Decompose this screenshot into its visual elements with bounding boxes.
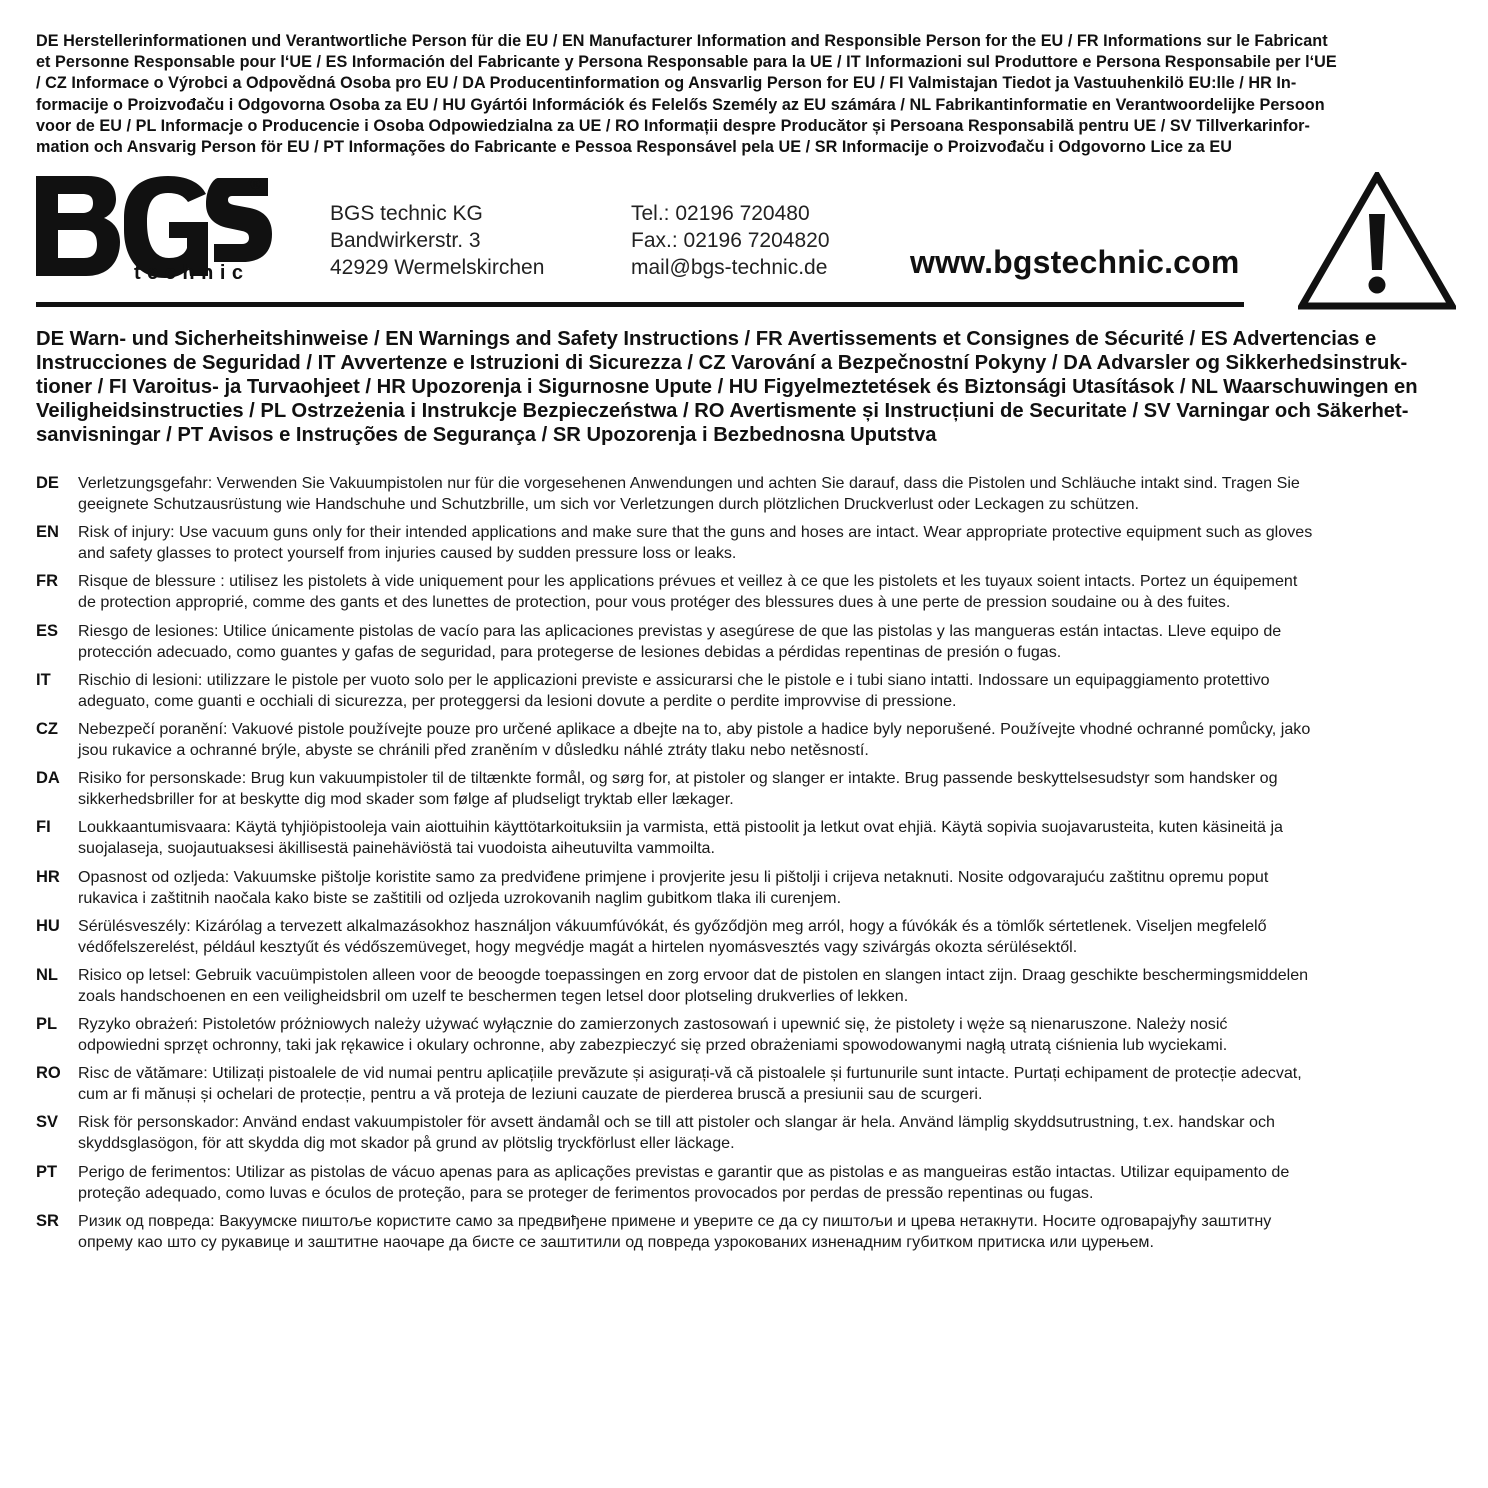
instruction-item — [36, 670, 1456, 719]
language-code: NL — [36, 965, 58, 984]
instruction-item — [36, 965, 1456, 1014]
manufacturer-info-heading: DE Herstellerinformationen und Verantwortliche Person für die EU / EN Manufacturer Information and Responsible Person for the EU / FR Informations sur le Fabricant et Personne Responsable pour l‘UE / ES Información del Fabricante y Persona Responsable para la UE / IT Informazioni sul Produttore e Persona Responsabile per l‘UE / CZ Informace o Výrobci a Odpovědná Osoba pro EU / DA Producentinformation og Ansvarlig Person for EU / FI Valmistajan Tiedot ja Vastuuhenkilö EU:lle / HR In- formacije o Proizvođaču i Odgovorna Osoba za EU / HU Gyártói Információk és Felelős Személy az EU számára / NL Fabrikantinformatie en Verantwoordelijke Persoon voor de EU / PL Informacje o Producencie i Osoba Odpowiedzialna za UE / RO Informații despre Producător și Persoana Responsabilă pentru UE / SV Tillverkarinfor- mation och Ansvarig Person för EU / PT Informações do Fabricante e Pessoa Responsável pela UE / SR Informacije o Proizvođaču i Odgovorno Lice za EU — [36, 32, 1337, 157]
instruction-text: Verletzungsgefahr: Verwenden Sie Vakuumpistolen nur für die vorgesehenen Anwendungen und achten Sie darauf, dass die Pistolen und Schläuche intakt sind. Tragen Sie geeignete Schutzausrüstung wie Handschuhe und Schutzbrille, um sich vor Verletzungen durch plötzlichen Druckverlust oder Leckagen zu schützen. — [78, 474, 1300, 513]
warning-triangle-icon — [1298, 172, 1456, 310]
instruction-item — [36, 1112, 1456, 1161]
company-street: Bandwirkerstr. 3 — [330, 229, 481, 252]
language-code: HR — [36, 867, 60, 886]
instruction-item — [36, 719, 1456, 768]
header-divider — [36, 302, 1244, 307]
safety-instructions-heading: DE Warn- und Sicherheitshinweise / EN Warnings and Safety Instructions / FR Avertissements et Consignes de Sécurité / ES Advertencias e Instrucciones de Seguridad / IT Avvertenze e Istruzioni di Sicurezza / CZ Varování a Bezpečnostní Pokyny / DA Advarsler og Sikkerhedsinstruk- tioner / FI Varoitus- ja Turvaohjeet / HR Upozorenja i Sigurnosne Upute / HU Figyelmeztetések és Biztonsági Utasítások / NL Waarschuwingen en Veiligheidsinstructies / PL Ostrzeżenia i Instrukcje Bezpieczeństwa / RO Avertismente și Instrucțiuni de Securitate / SV Varningar och Säkerhet- sanvisningar / PT Avisos e Instruções de Segurança / SR Upozorenja i Bezbednosna Uputstva — [36, 328, 1418, 446]
contact-phone: Tel.: 02196 720480 — [631, 202, 810, 225]
company-name: BGS technic KG — [330, 202, 483, 225]
instruction-item — [36, 916, 1456, 965]
instruction-text: Risque de blessure : utilisez les pistolets à vide uniquement pour les applications prévues et veillez à ce que les pistolets et les tuyaux soient intacts. Portez un équipement de protection approprié, comme des gants et des lunettes de protection, pour vous protéger des blessures dues à une perte de pression soudaine ou à des fuites. — [78, 572, 1298, 612]
instruction-text: Risico op letsel: Gebruik vacuümpistolen alleen voor de beoogde toepassingen en zorg ervoor dat de pistolen en slangen intact zijn. Draag geschikte beschermingsmiddelen zoals handschoenen en een veiligheidsbril om uzelf te beschermen tegen letsel door plotseling drukverlies of lekken. — [78, 965, 1309, 1005]
instruction-text: Loukkaantumisvaara: Käytä tyhjiöpistooleja vain aiottuihin käyttötarkoituksiin ja varmista, että pistoolit ja letkut ovat ehjiä. Käytä sopivia suojavarusteita, kuten käsineitä ja suojalaseja, suojautuaksesi äkillisestä painehäviöstä tai vuodoista aiheutuvilta vammoilta. — [78, 818, 1283, 858]
svg-text:technic: technic — [134, 262, 250, 284]
instruction-text: Risc de vătămare: Utilizați pistoalele de vid numai pentru aplicațiile prevăzute și asigurați-vă că pistoalele și furtunurile sunt intacte. Purtați echipament de protecție adecvat, cum ar fi mănuși și ochelari de protecție, pentru a vă proteja de leziuni cauzate de pierderea bruscă a presiunii sau de scurgeri. — [78, 1064, 1302, 1104]
instruction-item — [36, 867, 1456, 916]
instruction-item — [36, 817, 1456, 866]
instruction-item — [36, 1063, 1456, 1112]
contact-email: mail@bgs-technic.de — [631, 256, 828, 279]
safety-instructions-list — [36, 473, 1456, 1260]
contact-fax: Fax.: 02196 7204820 — [631, 229, 830, 252]
language-code: DA — [36, 769, 60, 788]
language-code: FR — [36, 572, 58, 591]
instruction-text: Nebezpečí poranění: Vakuové pistole používejte pouze pro určené aplikace a dbejte na to, aby pistole a hadice byly neporušené. Používejte vhodné ochranné pomůcky, jako jsou rukavice a ochranné brýle, abyste se chránili před zraněním v důsledku náhlé ztráty tlaku nebo netěsností. — [78, 719, 1311, 759]
instruction-item — [36, 621, 1456, 670]
instruction-text: Sérülésveszély: Kizárólag a tervezett alkalmazásokhoz használjon vákuumfúvókát, és győződjön meg arról, hogy a fúvókák és a tömlők sértetlenek. Viseljen megfelelő védőfelszerelést, például kesztyűt és védőszemüveget, hogy megvédje magát a hirtelen nyomásvesztés vagy szivárgás okozta sérülésektől. — [78, 916, 1267, 956]
language-code: FI — [36, 818, 51, 837]
instruction-text: Risiko for personskade: Brug kun vakuumpistoler til de tiltænkte formål, og sørg for, at pistoler og slanger er intakte. Brug passende beskyttelsesudstyr som handsker og sikkerhedsbriller for at beskytte dig mod skader som følge af pludseligt tryktab eller lækager. — [78, 769, 1278, 809]
instruction-text: Rischio di lesioni: utilizzare le pistole per vuoto solo per le applicazioni previste e assicurarsi che le pistole e i tubi siano intatti. Indossare un equipaggiamento protettivo adeguato, come guanti e occhiali di sicurezza, per proteggersi da lesioni dovute a perdite o perdite improvvise di pressione. — [78, 670, 1270, 710]
instruction-text: Ризик од повреда: Вакуумске пиштоље користите само за предвиђене примене и уверите се да су пиштољи и црева нетакнути. Носите одговарајућу заштитну опрему као што су рукавице и заштитне наочаре да бисте се заштитили од повреда узрокованих изненадним губитком притиска или цурењем. — [78, 1211, 1272, 1251]
instruction-item — [36, 1014, 1456, 1063]
instruction-item — [36, 1211, 1456, 1260]
instruction-text: Risk för personskador: Använd endast vakuumpistoler för avsett ändamål och se till att pistoler och slangar är hela. Använd lämplig skyddsutrustning, t.ex. handskar och skyddsglasögon, för att skydda dig mot skador på grund av plötslig tryckförlust eller läckage. — [78, 1113, 1275, 1153]
company-city: 42929 Wermelskirchen — [330, 256, 545, 279]
instruction-item — [36, 768, 1456, 817]
language-code: CZ — [36, 719, 58, 738]
language-code: EN — [36, 523, 59, 542]
instruction-text: Riesgo de lesiones: Utilice únicamente pistolas de vacío para las aplicaciones previstas y asegúrese de que las pistolas y las mangueras están intactas. Lleve equipo de protección adecuado, como guantes y gafas de seguridad, para protegerse de lesiones debidas a pérdidas repentinas de presión o fugas. — [78, 621, 1282, 661]
language-code: PT — [36, 1162, 58, 1181]
instruction-text: Opasnost od ozljeda: Vakuumske pištolje koristite samo za predviđene primjene i provjerite jesu li pištolji i crijeva netaknuti. Nosite odgovarajuću zaštitnu opremu poput rukavica i zaštitnih naočala kako biste se zaštitili od ozljeda uzrokovanih naglim gubitkom tlaka ili curenjem. — [78, 867, 1269, 907]
bgs-technic-logo — [36, 172, 272, 284]
website-url: www.bgstechnic.com — [910, 244, 1240, 280]
instruction-item — [36, 571, 1456, 620]
company-contact — [631, 200, 830, 281]
instruction-item — [36, 522, 1456, 571]
language-code: PL — [36, 1015, 58, 1034]
company-address — [330, 200, 544, 281]
language-code: IT — [36, 670, 51, 689]
instruction-text: Risk of injury: Use vacuum guns only for their intended applications and make sure that the guns and hoses are intact. Wear appropriate protective equipment such as gloves and safety glasses to protect yourself from injuries caused by sudden pressure loss or leaks. — [78, 523, 1313, 563]
instruction-text: Perigo de ferimentos: Utilizar as pistolas de vácuo apenas para as aplicações previstas e garantir que as pistolas e as mangueiras estão intactas. Utilizar equipamento de proteção adequado, como luvas e óculos de proteção, para se proteger de ferimentos provocados por perdas de pressão repentinas ou fugas. — [78, 1162, 1290, 1202]
instruction-item — [36, 1162, 1456, 1211]
language-code: ES — [36, 621, 59, 640]
instruction-text: Ryzyko obrażeń: Pistoletów próżniowych należy używać wyłącznie do zamierzonych zastosowań i upewnić się, że pistolety i węże są nienaruszone. Należy nosić odpowiedni sprzęt ochronny, taki jak rękawice i okulary ochronne, aby zabezpieczyć się przed obrażeniami spowodowanymi nagłą utratą ciśnienia lub wyciekami. — [78, 1015, 1228, 1055]
instruction-item — [36, 473, 1456, 522]
language-code: DE — [36, 474, 59, 492]
language-code: SR — [36, 1211, 59, 1230]
language-code: SV — [36, 1113, 59, 1132]
svg-text:®: ® — [250, 176, 262, 193]
language-code: RO — [36, 1064, 61, 1083]
language-code: HU — [36, 916, 60, 935]
